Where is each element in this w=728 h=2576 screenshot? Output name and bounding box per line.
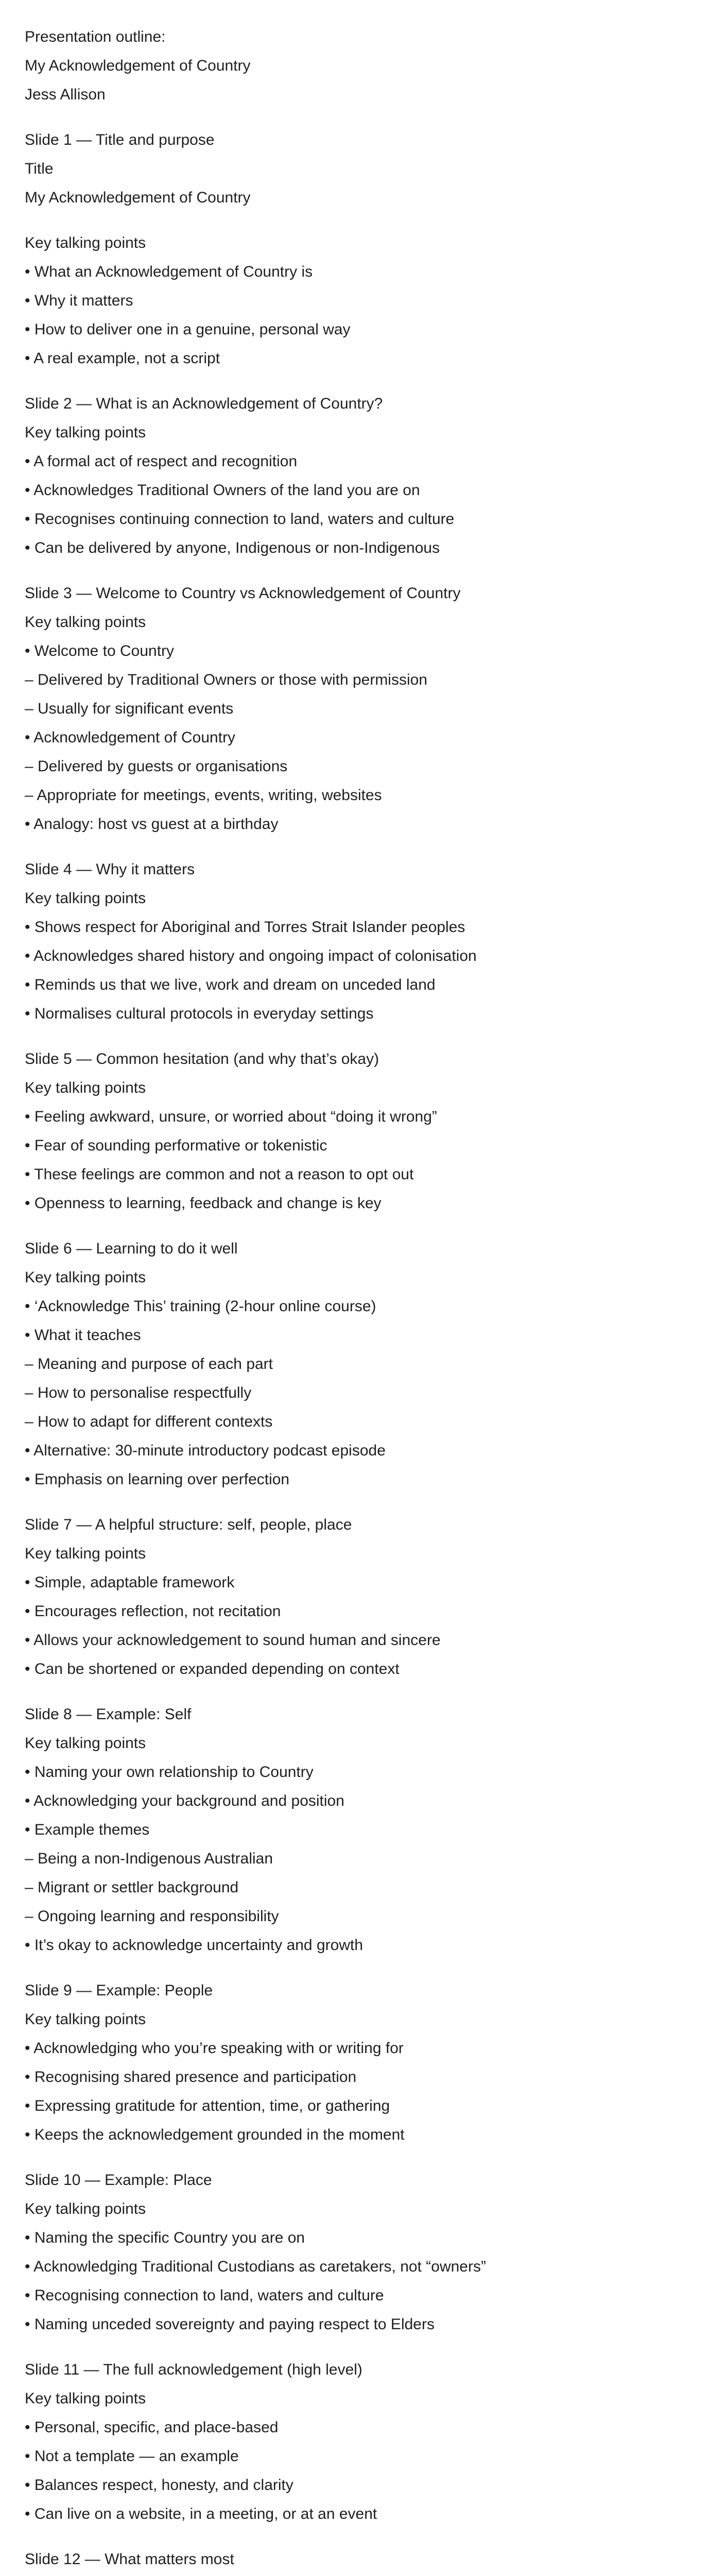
paragraph-spacer xyxy=(25,839,704,855)
bullet-point: • Acknowledging who you’re speaking with or writing for xyxy=(25,2040,404,2057)
paragraph-spacer xyxy=(25,1960,704,1976)
paragraph-spacer xyxy=(25,2149,704,2166)
bullet-point: • Expressing gratitude for attention, time, or gathering xyxy=(25,2097,390,2114)
section-label: Key talking points xyxy=(25,1079,146,1096)
paragraph-spacer xyxy=(25,1028,704,1045)
bullet-point: • Balances respect, honesty, and clarity xyxy=(25,2477,293,2494)
slide-heading: Slide 12 — What matters most xyxy=(25,2551,234,2568)
bullet-point: • Welcome to Country xyxy=(25,642,175,659)
section-label: Key talking points xyxy=(25,1269,146,1286)
section-label: Key talking points xyxy=(25,2011,146,2028)
section-label: Key talking points xyxy=(25,234,146,251)
message-content xyxy=(25,23,704,2576)
section-label: Key talking points xyxy=(25,614,146,631)
bullet-point: • Allows your acknowledgement to sound human and sincere xyxy=(25,1632,441,1649)
bullet-point: • Acknowledging your background and position xyxy=(25,1792,344,1809)
bullet-point: • It’s okay to acknowledge uncertainty and growth xyxy=(25,1937,363,1954)
section-label: Key talking points xyxy=(25,1545,146,1562)
bullet-point: • Fear of sounding performative or tokenistic xyxy=(25,1137,327,1154)
bullet-point: • Naming the specific Country you are on xyxy=(25,2229,305,2246)
slide-heading: Slide 11 — The full acknowledgement (high level) xyxy=(25,2361,362,2378)
section-label: Key talking points xyxy=(25,2200,146,2217)
slide-heading: Slide 9 — Example: People xyxy=(25,1982,213,1999)
paragraph-spacer xyxy=(25,373,704,389)
text-line: My Acknowledgement of Country xyxy=(25,189,251,206)
paragraph-spacer xyxy=(25,2529,704,2545)
bullet-point: • Why it matters xyxy=(25,292,133,309)
sub-bullet-point: – How to personalise respectfully xyxy=(25,1384,252,1401)
sub-bullet-point: – Meaning and purpose of each part xyxy=(25,1355,273,1372)
section-label: Key talking points xyxy=(25,424,146,441)
paragraph-spacer xyxy=(25,1684,704,1700)
bullet-point: • Reminds us that we live, work and dream on unceded land xyxy=(25,976,436,993)
slide-heading: Slide 8 — Example: Self xyxy=(25,1706,192,1723)
bullet-point: • Encourages reflection, not recitation xyxy=(25,1603,281,1620)
bullet-point: • Simple, adaptable framework xyxy=(25,1574,235,1591)
sub-bullet-point: – Appropriate for meetings, events, writing, websites xyxy=(25,787,382,804)
sub-bullet-point: – Being a non-Indigenous Australian xyxy=(25,1850,273,1867)
text-line: My Acknowledgement of Country xyxy=(25,57,251,74)
bullet-point: • Analogy: host vs guest at a birthday xyxy=(25,816,279,833)
bullet-point: • Alternative: 30-minute introductory podcast episode xyxy=(25,1442,386,1459)
slide-heading: Slide 4 — Why it matters xyxy=(25,861,195,878)
sub-bullet-point: – Migrant or settler background xyxy=(25,1879,239,1896)
section-label xyxy=(25,2574,704,2576)
sub-bullet-point: – How to adapt for different contexts xyxy=(25,1413,273,1430)
bullet-point: • What it teaches xyxy=(25,1327,141,1344)
bullet-point: • Can live on a website, in a meeting, or at an event xyxy=(25,2505,377,2522)
bullet-point: • A real example, not a script xyxy=(25,350,220,367)
bullet-point: • Example themes xyxy=(25,1821,150,1838)
slide-heading: Slide 5 — Common hesitation (and why that’s okay) xyxy=(25,1050,379,1067)
text-line: Jess Allison xyxy=(25,86,106,103)
bullet-point: • What an Acknowledgement of Country is xyxy=(25,263,313,280)
bullet-point: • A formal act of respect and recognition xyxy=(25,453,298,470)
sub-bullet-point: – Usually for significant events xyxy=(25,700,234,717)
bullet-point: • Keeps the acknowledgement grounded in the moment xyxy=(25,2126,405,2143)
bullet-point: • Shows respect for Aboriginal and Torres Strait Islander peoples xyxy=(25,919,465,936)
paragraph-spacer xyxy=(25,2339,704,2355)
slide-heading: Slide 3 — Welcome to Country vs Acknowledgement of Country xyxy=(25,585,461,602)
slide-heading: Slide 1 — Title and purpose xyxy=(25,131,215,148)
sub-bullet-point: – Delivered by guests or organisations xyxy=(25,758,288,775)
bullet-point: • How to deliver one in a genuine, personal way xyxy=(25,321,351,338)
section-label: Key talking points xyxy=(25,2390,146,2407)
sub-bullet-point: – Ongoing learning and responsibility xyxy=(25,1908,279,1925)
sub-bullet-point: – Delivered by Traditional Owners or those with permission xyxy=(25,671,428,688)
section-label: Key talking points xyxy=(25,890,146,907)
bullet-point: • Feeling awkward, unsure, or worried about “doing it wrong” xyxy=(25,1108,437,1125)
bullet-point: • Acknowledges Traditional Owners of the land you are on xyxy=(25,482,420,499)
paragraph-spacer xyxy=(25,1218,704,1234)
bullet-point: • Naming unceded sovereignty and paying respect to Elders xyxy=(25,2316,435,2333)
section-label: Key talking points xyxy=(25,1735,146,1752)
bullet-point: • Acknowledging Traditional Custodians as caretakers, not “owners” xyxy=(25,2258,486,2275)
bullet-point: • Can be shortened or expanded depending on context xyxy=(25,1660,400,1677)
bullet-point: • ‘Acknowledge This’ training (2-hour online course) xyxy=(25,1298,376,1315)
text-line: Title xyxy=(25,160,54,177)
bullet-point: • Recognising connection to land, waters and culture xyxy=(25,2287,384,2304)
bullet-point: • Recognising shared presence and participation xyxy=(25,2069,357,2086)
bullet-point: • Naming your own relationship to Country xyxy=(25,1764,314,1781)
bullet-point: • These feelings are common and not a reason to opt out xyxy=(25,1166,414,1183)
paragraph-spacer xyxy=(25,109,704,126)
slide-heading: Slide 7 — A helpful structure: self, people, place xyxy=(25,1516,352,1533)
bullet-point: • Not a template — an example xyxy=(25,2448,239,2465)
paragraph-spacer xyxy=(25,212,704,229)
slide-heading: Slide 6 — Learning to do it well xyxy=(25,1240,238,1257)
bullet-point: • Acknowledgement of Country xyxy=(25,729,236,746)
bullet-point: • Can be delivered by anyone, Indigenous or non-Indigenous xyxy=(25,539,440,556)
paragraph-spacer xyxy=(25,1494,704,1511)
bullet-point: • Acknowledges shared history and ongoing impact of colonisation xyxy=(25,947,477,964)
bullet-point: • Emphasis on learning over perfection xyxy=(25,1471,290,1488)
bullet-point: • Recognises continuing connection to land, waters and culture xyxy=(25,511,455,528)
paragraph-spacer xyxy=(25,563,704,579)
bullet-point: • Normalises cultural protocols in everyday settings xyxy=(25,1005,374,1022)
bullet-point: • Openness to learning, feedback and change is key xyxy=(25,1195,382,1212)
bullet-point: • Personal, specific, and place-based xyxy=(25,2419,279,2436)
slide-heading: Slide 10 — Example: Place xyxy=(25,2172,212,2189)
slide-heading: Slide 2 — What is an Acknowledgement of Country? xyxy=(25,395,383,412)
text-line: Presentation outline: xyxy=(25,28,166,45)
